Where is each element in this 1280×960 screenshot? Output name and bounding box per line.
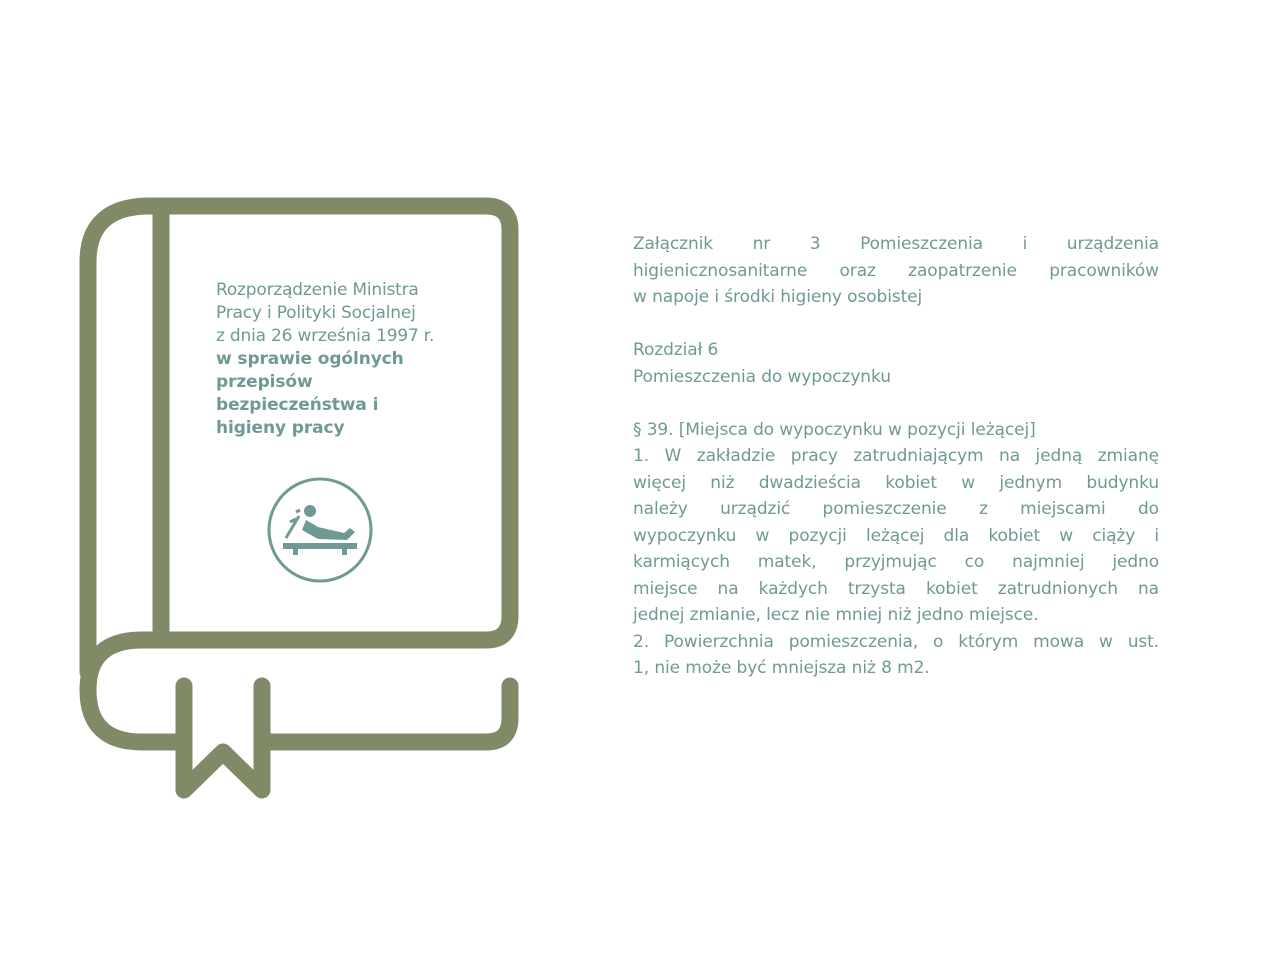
point-line: 1. W zakładzie pracy zatrudniającym na jedną zmianę (633, 446, 1159, 466)
annex-line: higienicznosanitarne oraz zaopatrzenie pracowników (633, 260, 1159, 281)
document-text (633, 231, 1159, 682)
book-subtitle-line: bezpieczeństwa i (216, 395, 379, 415)
book-subtitle-line: przepisów (216, 372, 313, 392)
point-line: 2. Powierzchnia pomieszczenia, o którym mowa w ust. (633, 631, 1159, 652)
chapter-title: Pomieszczenia do wypoczynku (633, 366, 891, 387)
person-reclining-icon (269, 479, 371, 581)
point-line: jednej zmianie, lecz nie mniej niż jedno miejsce. (633, 605, 1039, 625)
book-bottom-edge (262, 686, 510, 742)
point-1 (633, 443, 1159, 629)
annex-heading (633, 231, 1159, 311)
chapter-number: Rozdział 6 (633, 340, 719, 360)
point-2 (633, 629, 1159, 682)
point-line: 1, nie może być mniejsza niż 8 m2. (633, 658, 930, 678)
point-line: należy urządzić pomieszczenie z miejscami do (633, 499, 1159, 519)
book-title-line: z dnia 26 września 1997 r. (216, 326, 435, 346)
book-cover-text (216, 279, 466, 440)
book-title-line: Rozporządzenie Ministra (216, 280, 419, 300)
point-line: wypoczynku w pozycji leżącej dla kobiet w ciąży i (633, 525, 1159, 546)
section-heading: § 39. [Miejsca do wypoczynku w pozycji leżącej] (633, 419, 1036, 440)
book-title-line: Pracy i Polityki Socjalnej (216, 303, 416, 323)
annex-line: Załącznik nr 3 Pomieszczenia i urządzenia (633, 234, 1159, 254)
book-subtitle-line: w sprawie ogólnych (216, 349, 404, 369)
book-subtitle-line: higieny pracy (216, 418, 345, 438)
point-line: więcej niż dwadzieścia kobiet w jednym budynku (633, 472, 1159, 493)
annex-line: w napoje i środki higieny osobistej (633, 287, 923, 307)
point-line: miejsce na każdych trzysta kobiet zatrudnionych na (633, 578, 1159, 599)
point-line: karmiących matek, przyjmując co najmniej jedno (633, 552, 1159, 572)
bookmark-ribbon (184, 686, 262, 790)
